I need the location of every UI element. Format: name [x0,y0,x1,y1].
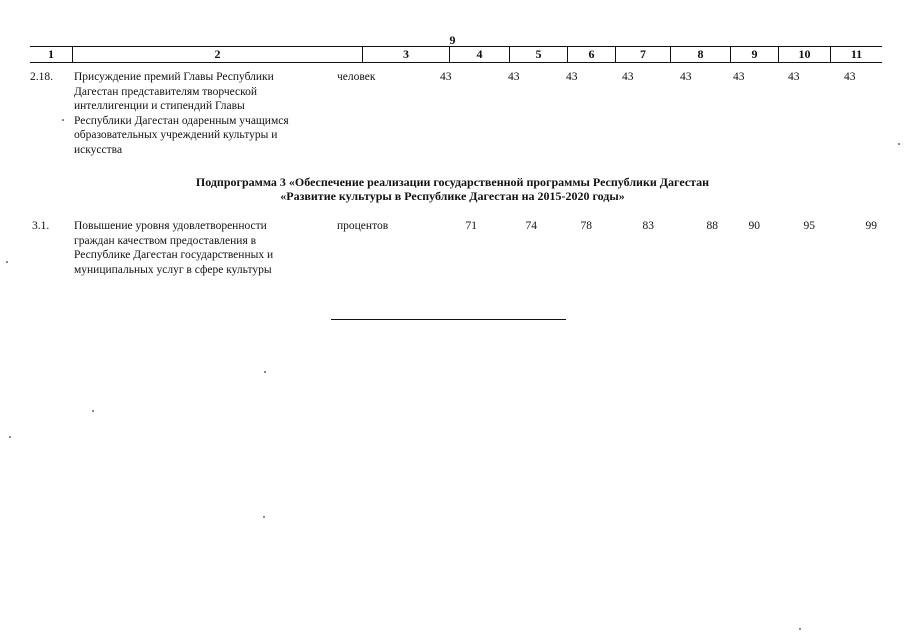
row-value: 43 [788,71,800,83]
scan-speck [6,261,8,263]
row-value: 71 [465,220,477,232]
row-value: 78 [580,220,592,232]
header-col-4: 4 [449,47,509,62]
scan-speck [264,371,266,373]
header-col-6: 6 [567,47,615,62]
header-col-2: 2 [72,47,362,62]
row-value: 43 [508,71,520,83]
subprogram-title-line-1: Подпрограмма 3 «Обеспечение реализации государственной программы Республики Дагестан [195,175,710,189]
row-value: 43 [622,71,634,83]
row-unit: процентов [337,220,389,232]
row-number: 2.18. [30,71,53,83]
table-header [30,46,882,63]
scan-speck [799,628,801,630]
header-col-9: 9 [730,47,778,62]
row-value: 90 [748,220,760,232]
scan-speck [898,143,900,145]
row-number: 3.1. [32,220,50,232]
row-value: 88 [706,220,718,232]
row-name: Повышение уровня удовлетворенности граждан качеством предоставления в Республике Дагестан государственных и муниципальных услуг в сфере культуры [74,220,274,276]
row-value: 95 [803,220,815,232]
row-value: 43 [844,71,856,83]
scan-speck [9,436,11,438]
row-value: 99 [865,220,877,232]
subprogram-title-line-2: «Развитие культуры в Республике Дагестан на 2015-2020 годы» [280,189,625,203]
header-col-11: 11 [830,47,882,62]
scan-speck [62,119,64,121]
header-col-5: 5 [509,47,567,62]
scan-speck [263,516,265,518]
header-col-8: 8 [670,47,730,62]
row-value: 43 [733,71,745,83]
row-value: 74 [525,220,537,232]
row-value: 43 [680,71,692,83]
row-value: 43 [440,71,452,83]
header-col-1: 1 [48,47,54,61]
closing-rule [331,319,566,320]
header-col-3: 3 [362,47,449,62]
row-unit: человек [337,71,376,83]
row-name: Присуждение премий Главы Республики Дагестан представителям творческой интеллигенции и стипендий Главы Республики Дагестан одаренным учащимся образовательных учреждений культуры и искусства [74,71,289,156]
header-col-7: 7 [615,47,670,62]
header-col-10: 10 [778,47,830,62]
row-value: 43 [566,71,578,83]
scan-speck [92,410,94,412]
page-number: 9 [449,33,456,47]
row-value: 83 [642,220,654,232]
